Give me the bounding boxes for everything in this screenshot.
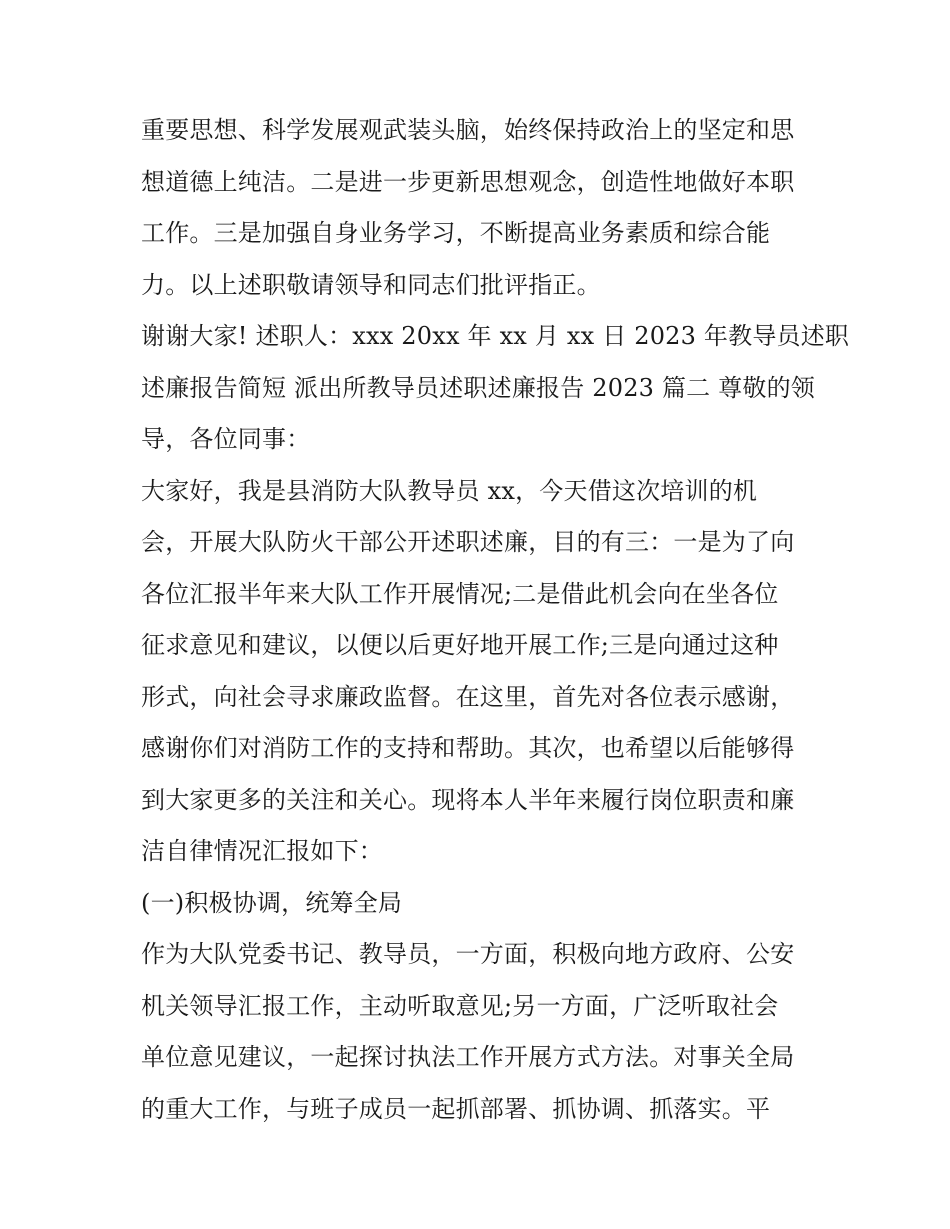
text-line: 机关领导汇报工作，主动听取意见;另一方面，广泛听取社会 bbox=[141, 991, 779, 1020]
document-page bbox=[141, 105, 850, 1135]
text-line: 洁自律情况汇报如下： bbox=[141, 837, 383, 865]
text-line: 形式，向社会寻求廉政监督。在这里，首先对各位表示感谢， bbox=[141, 682, 795, 711]
text-line: 大家好，我是县消防大队教导员 xx，今天借这次培训的机 bbox=[141, 476, 758, 505]
text-line: 想道德上纯洁。二是进一步更新思想观念，创造性地做好本职 bbox=[141, 167, 795, 196]
text-line: 工作。三是加强自身业务学习，不断提高业务素质和综合能 bbox=[141, 219, 771, 247]
text-line: 导，各位同事： bbox=[141, 425, 311, 453]
section-heading: (一)积极协调，统筹全局 bbox=[141, 888, 403, 917]
text-line: 感谢你们对消防工作的支持和帮助。其次，也希望以后能够得 bbox=[141, 734, 795, 762]
text-line: 单位意见建议，一起探讨执法工作开展方式方法。对事关全局 bbox=[141, 1043, 795, 1071]
text-line: 的重大工作，与班子成员一起抓部署、抓协调、抓落实。平 bbox=[141, 1094, 771, 1123]
text-line: 力。以上述职敬请领导和同志们批评指正。 bbox=[141, 270, 601, 299]
text-line: 谢谢大家! 述职人：xxx 20xx 年 xx 月 xx 日 2023 年教导员述职 bbox=[141, 322, 850, 350]
text-line: 作为大队党委书记、教导员，一方面，积极向地方政府、公安 bbox=[141, 940, 795, 968]
text-line: 到大家更多的关注和关心。现将本人半年来履行岗位职责和廉 bbox=[141, 785, 795, 814]
text-line: 征求意见和建议，以便以后更好地开展工作;三是向通过这种 bbox=[141, 631, 779, 659]
text-line: 述廉报告简短 派出所教导员述职述廉报告 2023 篇二 尊敬的领 bbox=[141, 373, 815, 402]
text-line: 重要思想、科学发展观武装头脑，始终保持政治上的坚定和思 bbox=[141, 116, 795, 144]
text-line: 会，开展大队防火干部公开述职述廉，目的有三：一是为了向 bbox=[141, 528, 795, 556]
text-line: 各位汇报半年来大队工作开展情况;二是借此机会向在坐各位 bbox=[141, 579, 779, 608]
